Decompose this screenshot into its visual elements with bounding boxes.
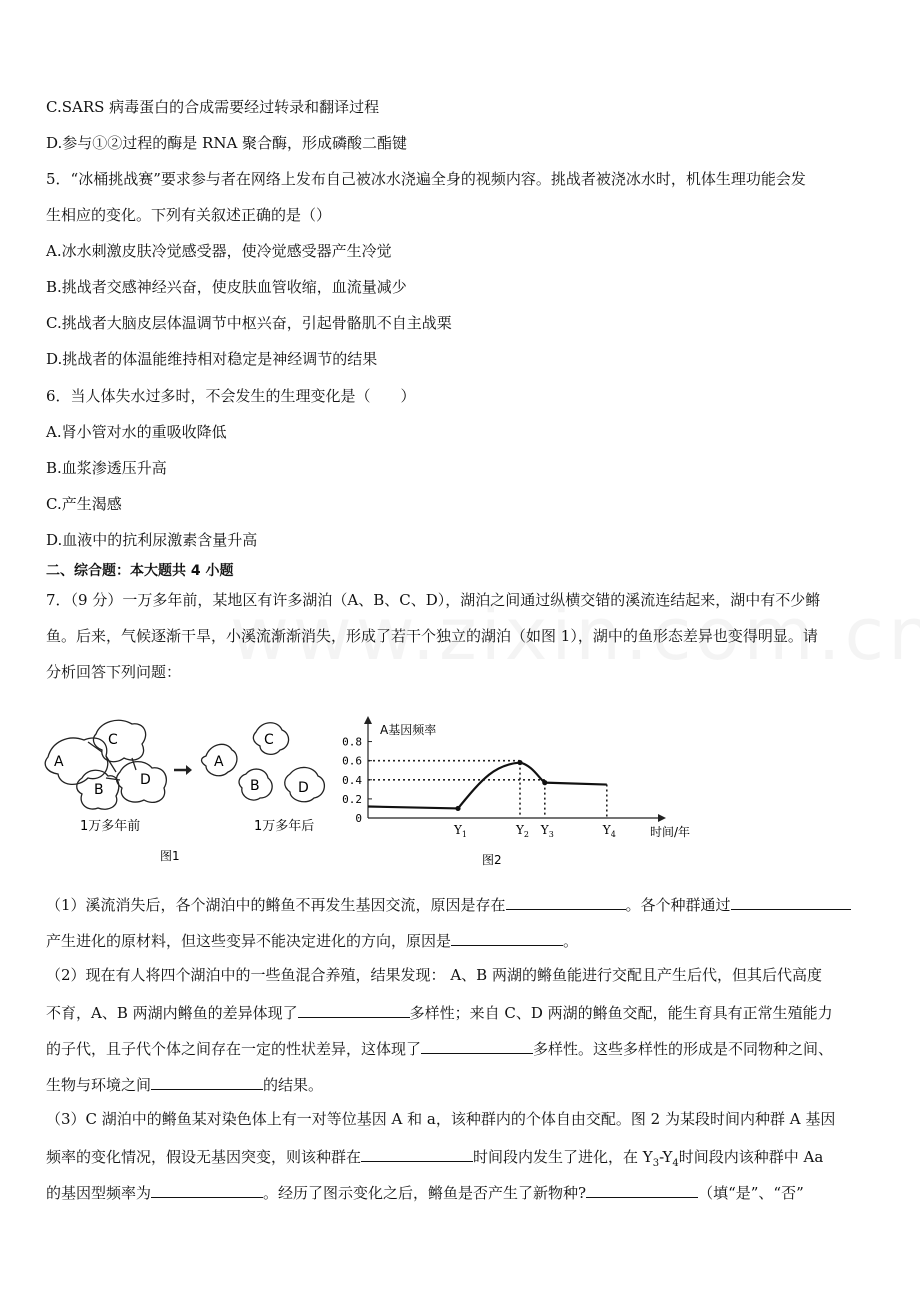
q7-part3-line2 [46,1145,823,1174]
question-6: 6．当人体失水过多时，不会发生的生理变化是（ ） [46,387,416,405]
q7-2-text-b: 不育，A、B 两湖内鳉鱼的差异体现了 [46,1004,298,1022]
q7-3-sub1: 3 [652,1158,660,1169]
question-7-line2: 鱼。后来，气候逐渐干旱，小溪流渐渐消失，形成了若干个独立的湖泊（如图 1），湖中的鱼形态差异也变得明显。请 [46,627,818,645]
q7-part1-line2 [46,929,578,951]
arrow-right-icon [174,765,192,775]
blank-5[interactable] [421,1037,533,1054]
q7-1-text-c: 产生进化的原材料，但这些变异不能决定进化的方向，原因是 [46,932,452,950]
x-axis-arrow-icon [658,814,666,822]
lake-label-a-before: A [54,754,64,770]
option-d-q6: D.血液中的抗利尿激素含量升高 [46,531,258,549]
data-point [455,806,460,811]
option-b-q5: B.挑战者交感神经兴奋，使皮肤血管收缩，血流量减少 [46,278,407,296]
q7-2-text-f: 生物与环境之间 [46,1076,152,1094]
q7-part2-line3 [46,1037,833,1059]
blank-9[interactable] [586,1181,698,1198]
y-tick-label: 0.2 [342,792,362,806]
x-tick-label: $Y_2$ [516,823,530,839]
option-d-q4: D.参与①②过程的酶是 RNA 聚合酶，形成磷酸二酯键 [46,134,408,152]
q7-2-text-c: 多样性；来自 C、D 两湖的鳉鱼交配，能生育具有正常生殖能力 [409,1004,833,1022]
q7-part2-line1: （2）现在有人将四个湖泊中的一些鱼混合养殖，结果发现： A、B 两湖的鳉鱼能进行交配且产生后代，但其后代高度 [46,966,822,984]
q7-part3-line1: （3）C 湖泊中的鳉鱼某对染色体上有一对等位基因 A 和 a，该种群内的个体自由交配。图 2 为某段时间内种群 A 基因 [46,1110,836,1128]
option-a-q5: A.冰水刺激皮肤冷觉感受器，使冷觉感受器产生冷觉 [46,242,392,260]
lake-label-b-after: B [250,778,260,794]
q7-1-text-a: （1）溪流消失后，各个湖泊中的鳉鱼不再发生基因交流，原因是存在 [46,896,506,914]
lake-label-d-before: D [140,772,151,788]
label-before: 1万多年前 [80,819,141,834]
q7-2-text-e: 多样性。这些多样性的形成是不同物种之间、 [533,1040,834,1058]
option-b-q6: B.血浆渗透压升高 [46,459,167,477]
y-tick-label: 0.6 [342,754,362,768]
lake-label-a-after: A [214,754,224,770]
q7-1-text-b: 。各个种群通过 [625,896,731,914]
blank-1[interactable] [506,893,626,910]
y-tick-label: 0.4 [342,773,362,787]
blank-7[interactable] [361,1145,473,1162]
option-c-q4: C.SARS 病毒蛋白的合成需要经过转录和翻译过程 [46,98,380,116]
q7-3-text-f: （填“是”、“否” [698,1184,804,1202]
figure-2-caption: 图2 [482,853,502,867]
q7-3-text-b: 频率的变化情况，假设无基因突变，则该种群在 [46,1148,362,1166]
q7-3-text-c3: 时间段内该种群中 Aa [678,1148,824,1166]
blank-2[interactable] [731,893,851,910]
q7-2-text-g: 的结果。 [263,1076,324,1094]
option-c-q6: C.产生渴感 [46,495,122,513]
q7-part2-line4 [46,1073,323,1095]
y-axis-title: A基因频率 [380,723,437,737]
q7-3-text-c2: -Y [659,1148,673,1166]
q7-3-text-e: 。经历了图示变化之后，鳉鱼是否产生了新物种? [263,1184,587,1202]
figure-1-caption: 图1 [160,849,180,863]
q7-2-text-d: 的子代，且子代个体之间存在一定的性状差异，这体现了 [46,1040,422,1058]
q7-3-sub2: 4 [672,1158,679,1169]
question-5-line2: 生相应的变化。下列有关叙述正确的是（） [46,206,332,224]
lake-label-d-after: D [298,780,309,796]
x-axis-title: 时间/年 [650,825,691,839]
y-axis-arrow-icon [364,716,372,724]
y-tick-label: 0.8 [342,735,362,749]
q7-1-text-d: 。 [563,932,579,950]
question-7-line1: 7．（9 分）一万多年前，某地区有许多湖泊（A、B、C、D），湖泊之间通过纵横交错的溪流连结起来，湖中有不少鳉 [46,591,821,609]
figure-2-chart [336,712,696,872]
option-a-q6: A.肾小管对水的重吸收降低 [46,423,227,441]
question-5-line1: 5．“冰桶挑战赛”要求参与者在网络上发布自己被冰水浇遍全身的视频内容。挑战者被浇冰水时，机体生理功能会发 [46,170,806,188]
blank-4[interactable] [298,1001,410,1018]
x-tick-label: $Y_3$ [540,823,554,839]
option-c-q5: C.挑战者大脑皮层体温调节中枢兴奋，引起骨骼肌不自主战栗 [46,314,452,332]
label-after: 1万多年后 [254,819,315,834]
x-tick-label: $Y_1$ [454,823,468,839]
q7-part2-line2 [46,1001,833,1023]
lake-label-c-before: C [108,732,118,748]
lake-c-before [94,720,146,761]
q7-3-text-c: 时间段内发生了进化，在 Y [473,1148,653,1166]
blank-6[interactable] [151,1073,263,1090]
lake-label-c-after: C [264,732,274,748]
figure-1-lakes [40,712,340,872]
data-point [542,780,547,785]
section-heading: 二、综合题：本大题共 4 小题 [46,563,234,579]
blank-3[interactable] [451,929,563,946]
blank-8[interactable] [151,1181,263,1198]
data-point [517,760,522,765]
x-tick-label: $Y_4$ [602,823,616,839]
lake-label-b-before: B [94,782,104,798]
series-line-a-frequency [368,763,607,809]
y-tick-label: 0 [355,812,362,825]
q7-part3-line3 [46,1181,804,1203]
option-d-q5: D.挑战者的体温能维持相对稳定是神经调节的结果 [46,350,378,368]
question-7-line3: 分析回答下列问题： [46,663,182,681]
q7-3-text-d: 的基因型频率为 [46,1184,152,1202]
q7-part1-line1 [46,893,851,915]
